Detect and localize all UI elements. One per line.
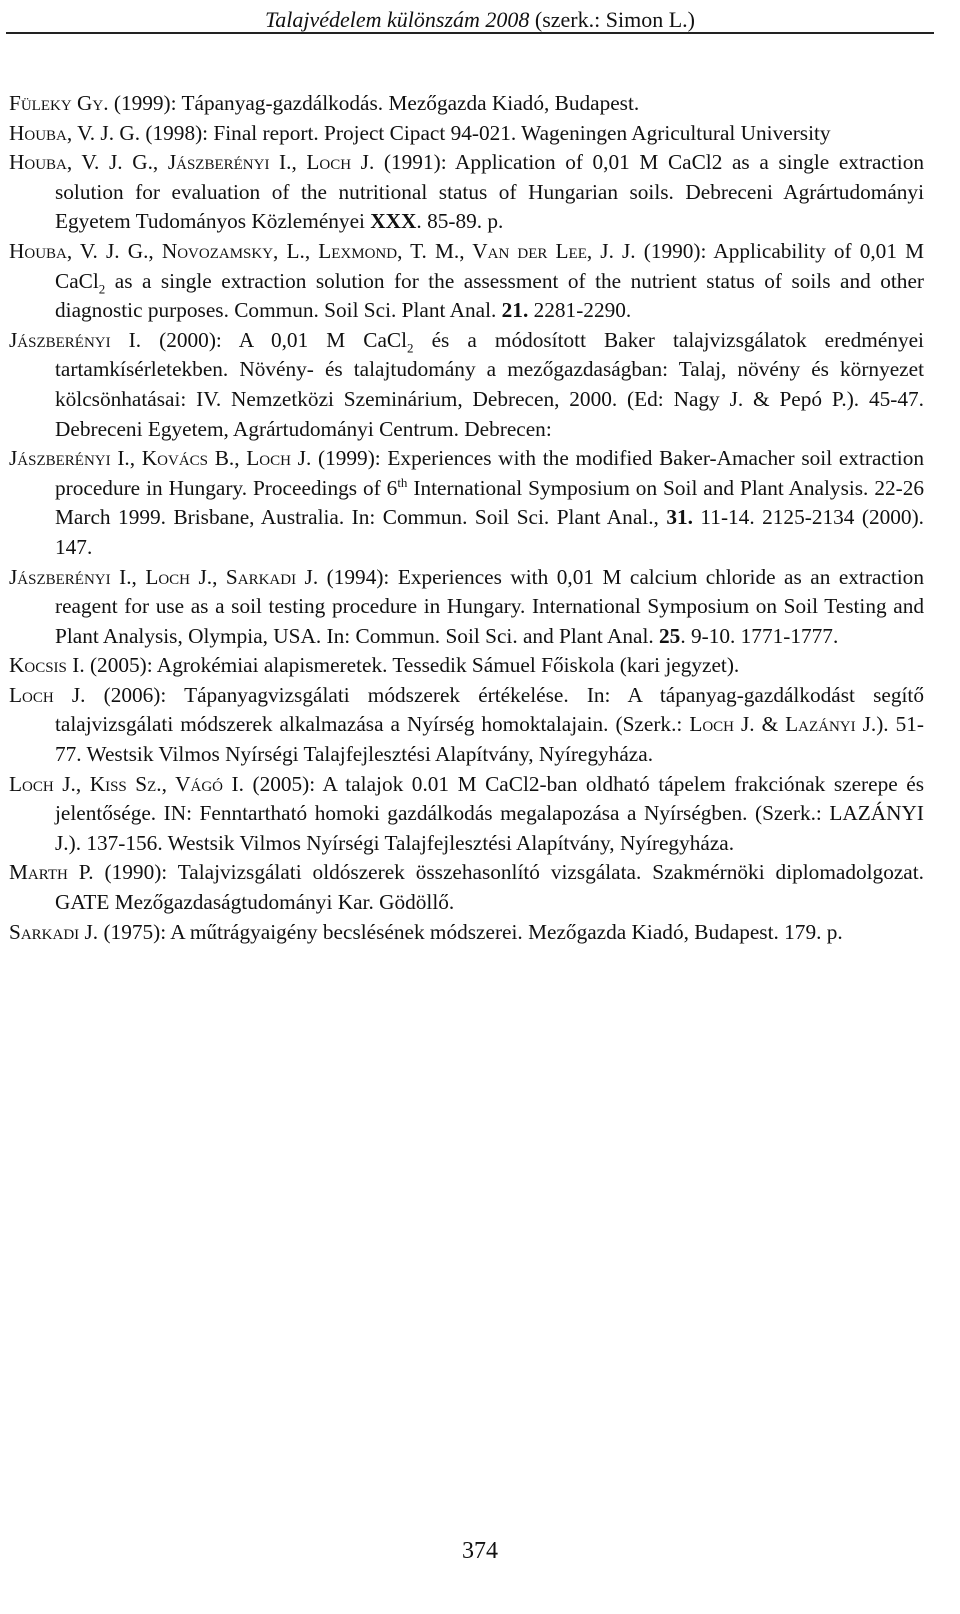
reference-volume: XXX (370, 209, 417, 234)
reference-authors: Jászberényi I. (9, 327, 142, 352)
reference-text: 11-14. 2125-2134 (2000). 147. (55, 505, 924, 559)
reference-authors: Houba, V. J. G., Novozamsky, L., Lexmond, T. M., Van der Lee, J. J. (9, 238, 636, 263)
reference-entry (9, 681, 924, 770)
reference-text: (2000): A 0,01 M CaCl (141, 327, 408, 352)
reference-entry (9, 651, 924, 681)
reference-text: (1991): Application of 0,01 M CaCl2 as a single extraction solution for evaluation of the nutritional status of Hungarian soils. Debreceni Agrártudományi Egyetem Tudományos Közleményei (55, 150, 924, 234)
reference-text: (1994): Experiences with 0,01 M calcium chloride as an extraction reagent for use as a soil testing procedure in Hungary. International Symposium on Soil Testing and Plant Analysis, Olympia, USA. In: Commun. Soil Sci. and Plant Anal. (55, 564, 924, 648)
reference-authors: Loch J., Kiss Sz., Vágó I. (9, 771, 244, 796)
reference-authors: Jászberényi I., Loch J., Sarkadi J. (9, 564, 319, 589)
reference-text: (1998): Final report. Project Cipact 94-021. Wageningen Agricultural University (140, 120, 831, 145)
subscript: 2 (98, 280, 106, 296)
reference-entry (9, 444, 924, 562)
page-number: 374 (462, 1538, 498, 1564)
reference-text: és a módosított Baker talajvizsgálatok eredményei tartamkísérletekben. Növény- és talajtudomány a mezőgazdaságban: Talaj, növény és környezet kölcsönhatásai: IV. Nemzetközi Szeminárium, Debrecen, 2000. (Ed: Nagy J. & Pepó P.). 45-47. Debreceni Egyetem, Agrártudományi Centrum. Debrecen: (55, 327, 924, 441)
reference-entry (9, 770, 924, 859)
reference-text: as a single extraction solution for the assessment of the nutrient status of soils and other diagnostic purposes. Commun. Soil Sci. Plant Anal. (55, 268, 924, 323)
reference-text: 2281-2290. (528, 298, 632, 323)
superscript: th (397, 474, 408, 490)
reference-text: . 85-89. p. (416, 209, 504, 234)
reference-authors: Jászberényi I., Kovács B., Loch J. (9, 446, 312, 471)
subscript: 2 (407, 340, 414, 355)
reference-text: (1990): Applicability of 0,01 M CaCl (55, 238, 925, 293)
reference-text: (1990): Talajvizsgálati oldószerek összehasonlító vizsgálata. Szakmérnöki diplomadolgozat. GATE Mezőgazdaságtudományi Kar. Gödöllő. (55, 860, 925, 915)
reference-entry (9, 148, 924, 237)
reference-text: (2005): Agrokémiai alapismeretek. Tessedik Sámuel Főiskola (kari jegyzet). (84, 653, 740, 678)
reference-entry (9, 237, 924, 326)
reference-text: . 9-10. 1771-1777. (680, 623, 839, 648)
reference-text: International Symposium on Soil and Plant Analysis. 22-26 March 1999. Brisbane, Australia. In: Commun. Soil Sci. Plant Anal., (55, 475, 924, 530)
reference-entry (9, 89, 924, 119)
editor-note: (szerk.: Simon L.) (529, 7, 695, 32)
reference-authors: Kocsis I. (9, 653, 85, 678)
running-header (0, 0, 960, 40)
reference-entry (9, 918, 924, 948)
reference-volume: 21. (501, 298, 529, 323)
header-divider (6, 32, 934, 34)
reference-text: (1999): Tápanyag-gazdálkodás. Mezőgazda Kiadó, Budapest. (108, 91, 640, 115)
reference-text: ). 51-77. Westsik Vilmos Nyírségi Talajfejlesztési Alapítvány, Nyíregyháza. (55, 712, 925, 767)
reference-entry (9, 119, 924, 149)
reference-authors: Loch J. (9, 682, 86, 707)
reference-authors: Houba, V. J. G. (9, 120, 141, 145)
reference-volume: 31. (666, 505, 693, 530)
reference-list (9, 89, 924, 947)
reference-text: (2005): A talajok 0.01 M CaCl2-ban oldható tápelem frakciónak szerepe és jelentősége. IN: Fenntartható homoki gazdálkodás megalapozása a Nyírségben. (Szerk.: LAZÁNYI J.). 137-156. Westsik Vilmos Nyírségi Talajfejlesztési Alapítvány, Nyíregyháza. (55, 771, 924, 855)
reference-entry (9, 326, 924, 444)
reference-authors: Füleky Gy. (9, 91, 109, 115)
reference-authors: Loch J. & Lazányi J. (689, 712, 877, 737)
journal-title: Talajvédelem különszám 2008 (265, 7, 530, 32)
reference-text: (1999): Experiences with the modified Baker-Amacher soil extraction procedure in Hungary. Proceedings of 6 (55, 446, 924, 500)
reference-entry (9, 563, 924, 652)
reference-volume: 25 (659, 623, 681, 648)
reference-entry (9, 858, 924, 917)
reference-text: (1975): A műtrágyaigény becslésének módszerei. Mezőgazda Kiadó, Budapest. 179. p. (98, 919, 843, 944)
reference-authors: Houba, V. J. G., Jászberényi I., Loch J. (9, 150, 375, 175)
reference-authors: Marth P. (9, 860, 94, 885)
reference-text: (2006): Tápanyagvizsgálati módszerek értékelése. In: A tápanyag-gazdálkodást segítő talajvizsgálati módszerek alkalmazása a Nyírség homoktalajain. (Szerk.: (55, 682, 924, 737)
reference-authors: Sarkadi J. (9, 919, 99, 944)
